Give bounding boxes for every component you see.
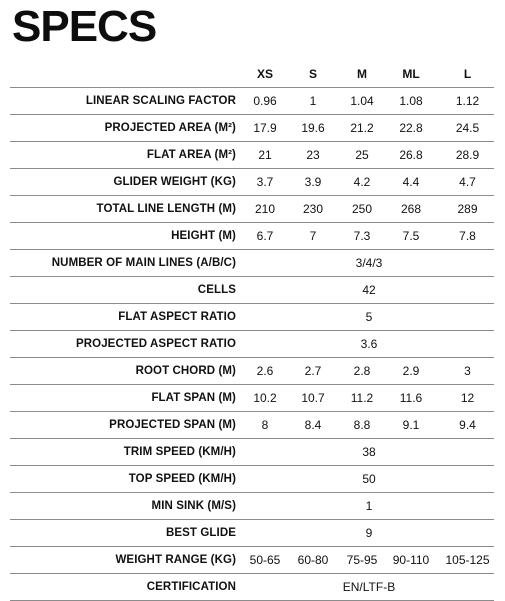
- specs-table: [10, 61, 494, 601]
- table-cell: 2.6: [256, 364, 274, 378]
- table-cell: 11.2: [350, 391, 374, 405]
- table-cell: 1.08: [399, 94, 423, 108]
- table-row: [10, 547, 494, 574]
- table-cell: 50-65: [249, 553, 281, 567]
- row-label: CERTIFICATION: [146, 581, 236, 593]
- table-cell: 21: [258, 148, 272, 162]
- table-cell-merged: EN/LTF-B: [342, 580, 396, 594]
- table-cell: 8: [261, 418, 269, 432]
- table-cell: 268: [400, 202, 422, 216]
- table-row: [10, 277, 494, 304]
- table-row: [10, 412, 494, 439]
- table-cell: 1: [309, 94, 317, 108]
- row-label: PROJECTED ASPECT RATIO: [75, 338, 236, 350]
- table-cell: 7.3: [353, 229, 371, 243]
- table-cell: 250: [351, 202, 373, 216]
- table-cell: 9.4: [459, 418, 476, 432]
- table-cell: 10.7: [301, 391, 325, 405]
- column-header-s: S: [308, 67, 317, 81]
- column-header-ml: ML: [402, 67, 420, 81]
- table-cell-merged: 42: [362, 283, 376, 297]
- row-label: NUMBER OF MAIN LINES (A/B/C): [51, 257, 236, 269]
- row-label: TRIM SPEED (KM/H): [123, 446, 236, 458]
- table-cell-merged: 3.6: [360, 337, 378, 351]
- table-row: [10, 466, 494, 493]
- table-row: [10, 358, 494, 385]
- row-label: GLIDER WEIGHT (KG): [113, 176, 236, 188]
- table-row: [10, 574, 494, 601]
- table-cell: 10.2: [253, 391, 277, 405]
- table-cell-merged: 1: [365, 499, 373, 513]
- table-cell: 7.5: [402, 229, 420, 243]
- table-cell: 8.4: [304, 418, 322, 432]
- table-cell: 4.2: [353, 175, 371, 189]
- row-label: ROOT CHORD (M): [135, 365, 236, 377]
- table-cell: 7.8: [459, 229, 476, 243]
- table-row: [10, 439, 494, 466]
- row-label: LINEAR SCALING FACTOR: [85, 95, 236, 107]
- row-label: FLAT SPAN (M): [151, 392, 236, 404]
- table-cell-merged: 38: [362, 445, 376, 459]
- table-row: [10, 520, 494, 547]
- table-cell: 4.4: [402, 175, 420, 189]
- row-label: TOTAL LINE LENGTH (M): [96, 203, 236, 215]
- table-cell: 24.5: [455, 121, 480, 135]
- table-cell: 19.6: [301, 121, 325, 135]
- row-label: FLAT ASPECT RATIO: [118, 311, 236, 323]
- table-row: [10, 493, 494, 520]
- table-row: [10, 88, 494, 115]
- table-cell: 105-125: [445, 553, 490, 567]
- table-cell: 25: [355, 148, 369, 162]
- table-row: [10, 142, 494, 169]
- table-cell: 210: [254, 202, 276, 216]
- table-cell: 1.12: [455, 94, 480, 108]
- table-cell: 230: [302, 202, 324, 216]
- row-label: FLAT AREA (M²): [146, 149, 236, 161]
- column-header-xs: XS: [256, 67, 273, 81]
- table-cell: 9.1: [402, 418, 420, 432]
- page-title: SPECS: [12, 2, 157, 51]
- table-cell: 21.2: [350, 121, 374, 135]
- column-header-l: L: [463, 67, 472, 81]
- row-label: MIN SINK (M/S): [151, 500, 236, 512]
- row-label: PROJECTED SPAN (M): [109, 419, 236, 431]
- table-cell: 3.9: [304, 175, 322, 189]
- table-cell: 90-110: [392, 553, 430, 567]
- column-header-m: M: [357, 67, 367, 81]
- table-cell: 17.9: [253, 121, 277, 135]
- table-row: [10, 196, 494, 223]
- table-cell: 289: [457, 202, 478, 216]
- table-cell: 8.8: [353, 418, 371, 432]
- table-cell: 3: [464, 364, 471, 378]
- table-row: [10, 385, 494, 412]
- table-cell-merged: 9: [365, 526, 373, 540]
- table-row: [10, 223, 494, 250]
- table-cell: 1.04: [350, 94, 374, 108]
- row-label: PROJECTED AREA (M²): [104, 122, 236, 134]
- table-cell: 60-80: [297, 553, 329, 567]
- table-row: [10, 304, 494, 331]
- table-cell: 23: [306, 148, 320, 162]
- table-cell: 7: [309, 229, 317, 243]
- table-row: [10, 250, 494, 277]
- table-cell: 2.8: [353, 364, 371, 378]
- table-cell-merged: 5: [365, 310, 373, 324]
- table-cell: 2.9: [402, 364, 420, 378]
- table-cell: 22.8: [399, 121, 423, 135]
- row-label: HEIGHT (M): [171, 230, 236, 242]
- table-cell: 3.7: [256, 175, 274, 189]
- table-cell: 2.7: [304, 364, 322, 378]
- table-cell: 28.9: [455, 148, 480, 162]
- table-row: [10, 115, 494, 142]
- row-label: TOP SPEED (KM/H): [128, 473, 236, 485]
- row-label: WEIGHT RANGE (KG): [115, 554, 236, 566]
- table-body: [10, 88, 494, 601]
- table-row: [10, 169, 494, 196]
- table-cell: 0.96: [253, 94, 277, 108]
- table-cell: 11.6: [399, 391, 423, 405]
- table-cell: 12: [460, 391, 475, 405]
- table-cell: 75-95: [346, 553, 378, 567]
- table-header-row: [10, 61, 494, 88]
- row-label: CELLS: [197, 284, 236, 296]
- table-cell: 26.8: [399, 148, 423, 162]
- table-cell: 4.7: [459, 175, 476, 189]
- table-cell-merged: 50: [362, 472, 376, 486]
- table-cell: 6.7: [256, 229, 274, 243]
- table-row: [10, 331, 494, 358]
- table-cell-merged: 3/4/3: [355, 256, 383, 270]
- row-label: BEST GLIDE: [165, 527, 236, 539]
